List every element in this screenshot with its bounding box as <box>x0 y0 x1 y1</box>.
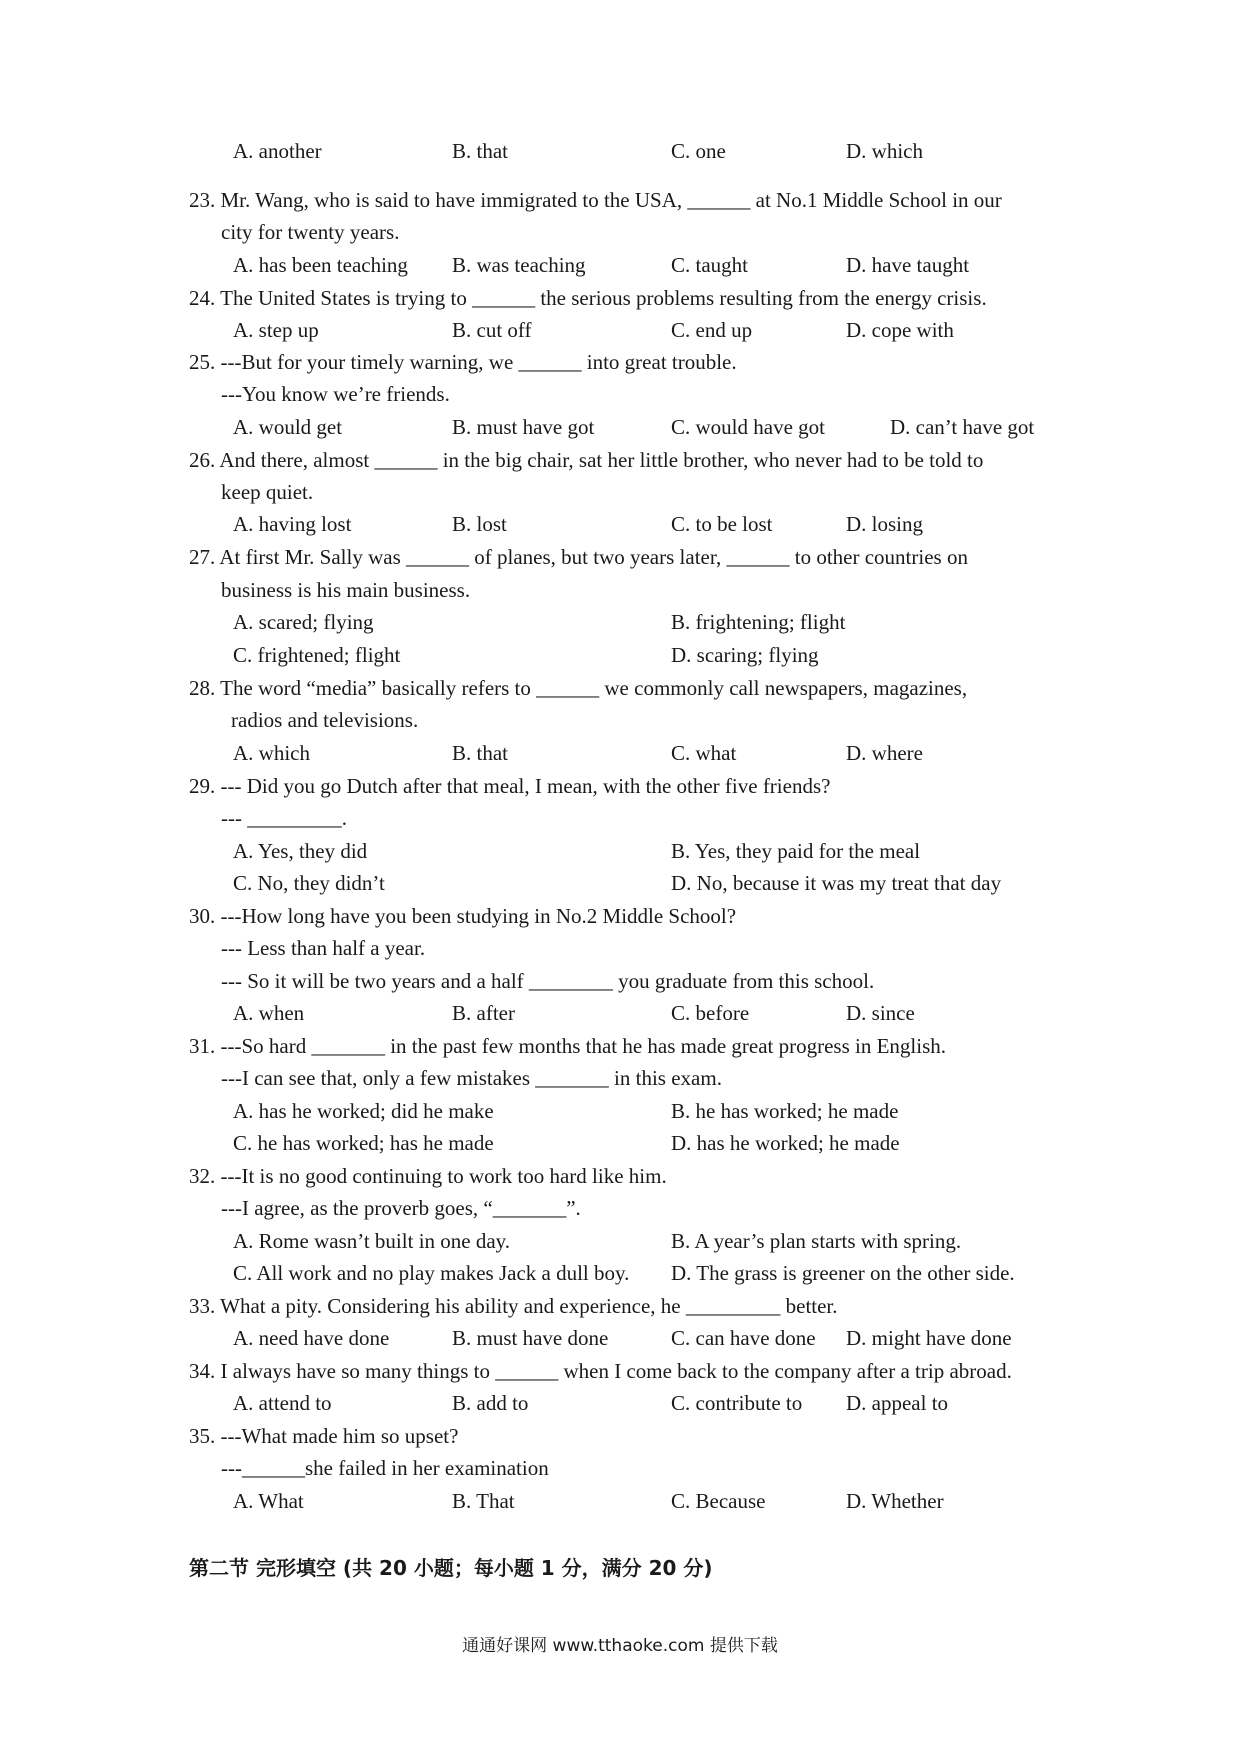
option-c: C. frightened; flight <box>233 643 401 667</box>
option-d: D. has he worked; he made <box>671 1131 900 1155</box>
option-d: D. where <box>846 741 923 765</box>
q33-stem <box>0 1292 1240 1320</box>
option-a: A. Yes, they did <box>233 839 368 863</box>
option-a: A. need have done <box>233 1326 390 1350</box>
option-b: B. that <box>452 741 508 765</box>
q23-options <box>0 251 1240 279</box>
q28-options <box>0 739 1240 767</box>
question-text: 31. ---So hard _______ in the past few months that he has made great progress in English. <box>189 1034 947 1058</box>
option-a: A. attend to <box>233 1391 332 1415</box>
option-d: D. which <box>846 139 923 163</box>
question-text-cont: keep quiet. <box>221 480 314 504</box>
option-a: A. when <box>233 1001 305 1025</box>
q28-stem-cont <box>0 706 1240 734</box>
q31-options-row1 <box>0 1097 1240 1125</box>
option-a: A. would get <box>233 415 343 439</box>
option-b: B. cut off <box>452 318 532 342</box>
q27-options-row1 <box>0 608 1240 636</box>
q32-options-row1 <box>0 1227 1240 1255</box>
question-text: 25. ---But for your timely warning, we ______ into great trouble. <box>189 350 737 374</box>
option-b: B. he has worked; he made <box>671 1099 899 1123</box>
page-footer: 通通好课网 www.tthaoke.com 提供下载 <box>462 1636 778 1656</box>
question-text-cont: --- So it will be two years and a half ________ you graduate from this school. <box>221 969 875 993</box>
option-c: C. would have got <box>671 415 825 439</box>
option-a: A. Rome wasn’t built in one day. <box>233 1229 511 1253</box>
option-d: D. cope with <box>846 318 954 342</box>
option-a: A. another <box>233 139 322 163</box>
q32-stem-cont <box>0 1194 1240 1222</box>
option-a: A. which <box>233 741 310 765</box>
q25-options <box>0 413 1240 441</box>
option-d: D. No, because it was my treat that day <box>671 871 1002 895</box>
q30-stem <box>0 902 1240 930</box>
option-a: A. scared; flying <box>233 610 374 634</box>
q27-stem-cont <box>0 576 1240 604</box>
option-b: B. after <box>452 1001 515 1025</box>
option-c: C. Because <box>671 1489 766 1513</box>
q29-stem <box>0 772 1240 800</box>
option-b: B. A year’s plan starts with spring. <box>671 1229 962 1253</box>
option-c: C. before <box>671 1001 750 1025</box>
q26-options <box>0 510 1240 538</box>
q30-stem-cont2 <box>0 967 1240 995</box>
option-b: B. That <box>452 1489 515 1513</box>
q25-stem-cont <box>0 380 1240 408</box>
option-b: B. that <box>452 139 508 163</box>
option-d: D. can’t have got <box>890 415 1035 439</box>
section-heading: 第二节 完形填空 (共 20 小题；每小题 1 分，满分 20 分) <box>189 1556 713 1580</box>
q31-stem <box>0 1032 1240 1060</box>
option-a: A. What <box>233 1489 304 1513</box>
q32-options-row2 <box>0 1259 1240 1287</box>
option-d: D. Whether <box>846 1489 944 1513</box>
question-text-cont: ---I can see that, only a few mistakes _______ in this exam. <box>221 1066 722 1090</box>
question-text: 26. And there, almost ______ in the big chair, sat her little brother, who never had to be told to <box>189 448 984 472</box>
question-text-cont: business is his main business. <box>221 578 471 602</box>
option-d: D. scaring; flying <box>671 643 819 667</box>
option-c: C. No, they didn’t <box>233 871 385 895</box>
q23-stem <box>0 186 1240 214</box>
option-d: D. appeal to <box>846 1391 949 1415</box>
question-text: 32. ---It is no good continuing to work too hard like him. <box>189 1164 667 1188</box>
option-c: C. to be lost <box>671 512 773 536</box>
q28-stem <box>0 674 1240 702</box>
question-text-cont: --- _________. <box>221 806 347 830</box>
q27-stem <box>0 543 1240 571</box>
option-c: C. contribute to <box>671 1391 803 1415</box>
question-text: 28. The word “media” basically refers to ______ we commonly call newspapers, magazines, <box>189 676 968 700</box>
q27-options-row2 <box>0 641 1240 669</box>
q24-stem <box>0 284 1240 312</box>
q31-options-row2 <box>0 1129 1240 1157</box>
option-b: B. frightening; flight <box>671 610 846 634</box>
option-d: D. losing <box>846 512 924 536</box>
question-text: 34. I always have so many things to ______ when I come back to the company after a trip abroad. <box>189 1359 1012 1383</box>
q29-options-row2 <box>0 869 1240 897</box>
q30-stem-cont1 <box>0 934 1240 962</box>
question-text: 29. --- Did you go Dutch after that meal, I mean, with the other five friends? <box>189 774 831 798</box>
option-c: C. can have done <box>671 1326 816 1350</box>
question-text-cont: ---______she failed in her examination <box>221 1456 549 1480</box>
q24-options <box>0 316 1240 344</box>
option-a: A. having lost <box>233 512 352 536</box>
q25-stem <box>0 348 1240 376</box>
option-b: B. add to <box>452 1391 529 1415</box>
option-b: B. must have done <box>452 1326 609 1350</box>
option-b: B. lost <box>452 512 507 536</box>
question-text-cont: radios and televisions. <box>231 708 419 732</box>
question-text: 35. ---What made him so upset? <box>189 1424 459 1448</box>
option-d: D. have taught <box>846 253 970 277</box>
option-c: C. one <box>671 139 726 163</box>
question-text: 33. What a pity. Considering his ability and experience, he _________ better. <box>189 1294 838 1318</box>
q26-stem-cont <box>0 478 1240 506</box>
q23-stem-cont <box>0 218 1240 246</box>
option-d: D. The grass is greener on the other side. <box>671 1261 1015 1285</box>
q35-options <box>0 1487 1240 1515</box>
question-text-cont: --- Less than half a year. <box>221 936 426 960</box>
q31-stem-cont <box>0 1064 1240 1092</box>
question-text: 24. The United States is trying to ______ the serious problems resulting from the energy crisis. <box>189 286 987 310</box>
question-text: 27. At first Mr. Sally was ______ of planes, but two years later, ______ to other countries on <box>189 545 968 569</box>
q34-options <box>0 1389 1240 1417</box>
q35-stem-cont <box>0 1454 1240 1482</box>
question-text-cont: ---You know we’re friends. <box>221 382 450 406</box>
option-a: A. has been teaching <box>233 253 408 277</box>
option-c: C. taught <box>671 253 748 277</box>
q30-options <box>0 999 1240 1027</box>
q22-options <box>0 137 1240 165</box>
question-text-cont: ---I agree, as the proverb goes, “_______”. <box>221 1196 581 1220</box>
question-text: 30. ---How long have you been studying in No.2 Middle School? <box>189 904 737 928</box>
q29-options-row1 <box>0 837 1240 865</box>
q32-stem <box>0 1162 1240 1190</box>
option-a: A. step up <box>233 318 319 342</box>
q26-stem <box>0 446 1240 474</box>
option-b: B. must have got <box>452 415 595 439</box>
option-b: B. was teaching <box>452 253 586 277</box>
option-c: C. he has worked; has he made <box>233 1131 494 1155</box>
q33-options <box>0 1324 1240 1352</box>
option-a: A. has he worked; did he make <box>233 1099 494 1123</box>
option-d: D. since <box>846 1001 915 1025</box>
option-d: D. might have done <box>846 1326 1012 1350</box>
option-c: C. what <box>671 741 737 765</box>
question-text-cont: city for twenty years. <box>221 220 400 244</box>
question-text: 23. Mr. Wang, who is said to have immigrated to the USA, ______ at No.1 Middle School in our <box>189 188 1002 212</box>
q29-stem-cont <box>0 804 1240 832</box>
option-c: C. end up <box>671 318 753 342</box>
q34-stem <box>0 1357 1240 1385</box>
q35-stem <box>0 1422 1240 1450</box>
option-b: B. Yes, they paid for the meal <box>671 839 921 863</box>
option-c: C. All work and no play makes Jack a dull boy. <box>233 1261 630 1285</box>
